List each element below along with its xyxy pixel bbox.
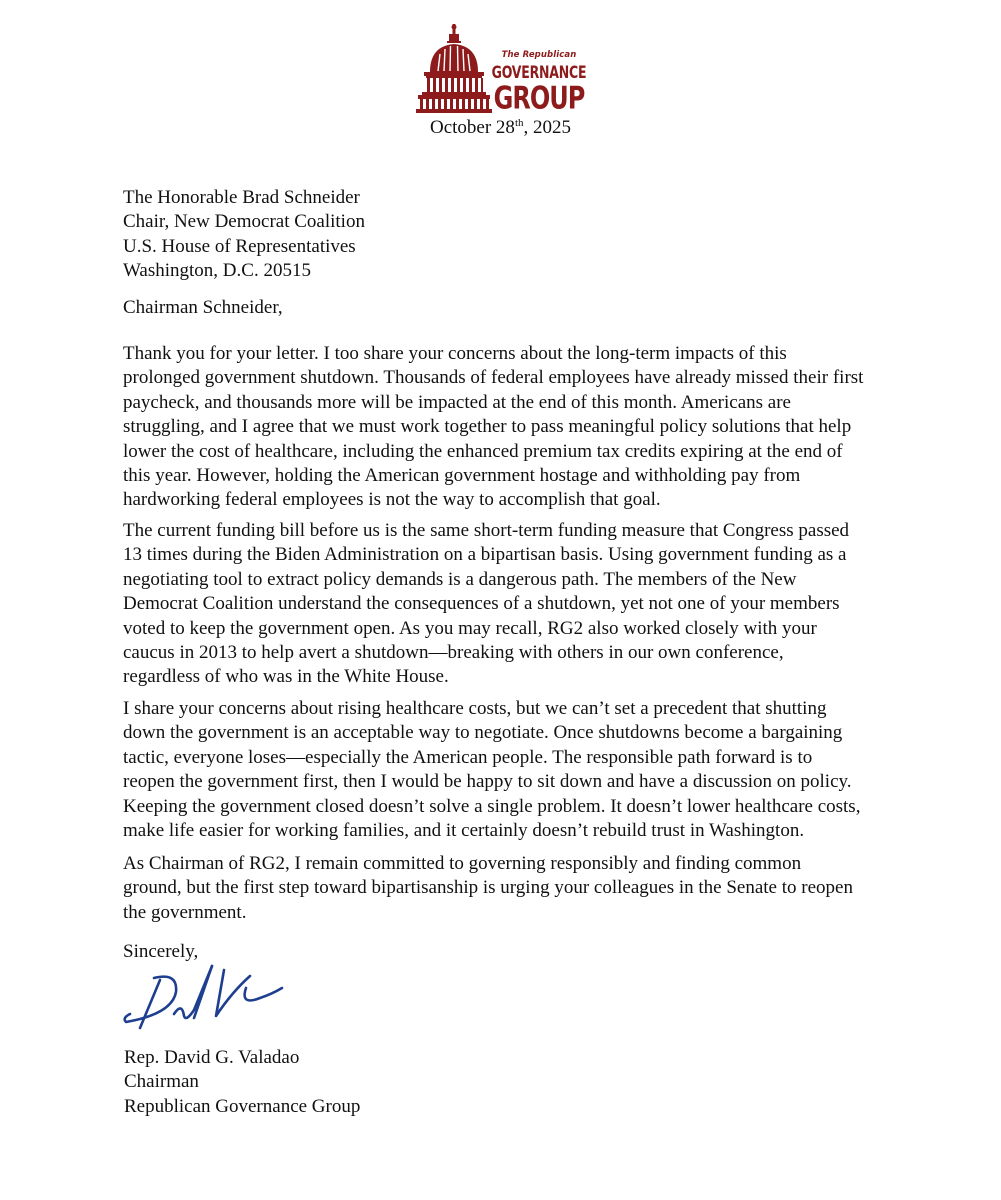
paragraph-4 xyxy=(123,852,903,925)
logo-group: GROUP xyxy=(493,80,585,117)
paragraph-line: Keeping the government closed doesn’t solve a single problem. It doesn’t lower healthcare costs, xyxy=(123,795,861,817)
paragraph-line: the government. xyxy=(123,901,247,923)
salutation xyxy=(123,296,903,320)
paragraph-line: struggling, and I agree that we must work together to pass meaningful policy solutions that help xyxy=(123,416,852,438)
signer-name: Rep. David G. Valadao xyxy=(124,1047,300,1068)
paragraph-3 xyxy=(123,697,903,843)
logo-tagline: The Republican xyxy=(501,50,577,60)
paragraph-line: make life easier for working families, and it certainly doesn’t rebuild trust in Washington. xyxy=(123,820,805,842)
paragraph-line: lower the cost of healthcare, including the enhanced premium tax credits expiring at the end of xyxy=(123,440,843,462)
paragraph-line: negotiating tool to extract policy demands is a dangerous path. The members of the New xyxy=(123,568,797,590)
paragraph-line: Democrat Coalition understand the consequences of a shutdown, yet not one of your members xyxy=(123,593,840,615)
paragraph-line: ground, but the first step toward bipartisanship is urging your colleagues in the Senate to reopen xyxy=(123,877,853,899)
paragraph-line: down the government is an acceptable way to negotiate. Once shutdowns become a bargaining xyxy=(123,722,843,744)
paragraph-line: prolonged government shutdown. Thousands of federal employees have already missed their first xyxy=(123,367,864,389)
date-prefix: October 28 xyxy=(429,117,515,138)
paragraph-line: this year. However, holding the American government hostage and withholding pay from xyxy=(123,465,801,487)
logo-governance: GOVERNANCE xyxy=(491,62,587,83)
paragraph-line: reopen the government first, then I would be happy to sit down and have a discussion on policy. xyxy=(123,771,852,793)
paragraph-1 xyxy=(123,342,903,513)
date-year: , 2025 xyxy=(523,117,571,138)
paragraph-line: 13 times during the Biden Administration on a bipartisan basis. Using government funding as a xyxy=(123,544,847,566)
rgg-logo xyxy=(414,22,590,118)
paragraph-line: paycheck, and thousands more will be impacted at the end of this month. Americans are xyxy=(123,391,791,413)
recipient-address xyxy=(123,186,903,284)
recipient-line: Washington, D.C. 20515 xyxy=(123,260,311,282)
letter-date xyxy=(0,116,1001,140)
recipient-line: U.S. House of Representatives xyxy=(123,235,356,257)
recipient-line: Chair, New Democrat Coalition xyxy=(123,211,365,233)
capitol-dome-icon xyxy=(416,24,492,114)
signer-organization: Republican Governance Group xyxy=(124,1095,361,1117)
handwritten-signature xyxy=(120,958,290,1040)
recipient-line: The Honorable Brad Schneider xyxy=(123,187,360,208)
signer-title: Chairman xyxy=(124,1071,199,1093)
date-ordinal: th xyxy=(514,117,524,129)
paragraph-line: caucus in 2013 to help avert a shutdown—breaking with others in our own conference, xyxy=(123,642,784,664)
signer-block xyxy=(124,1046,904,1119)
salutation-text: Chairman Schneider, xyxy=(123,297,283,318)
closing-text: Sincerely, xyxy=(123,941,199,962)
paragraph-line: voted to keep the government open. As you may recall, RG2 also worked closely with your xyxy=(123,617,817,639)
paragraph-line: The current funding bill before us is the same short-term funding measure that Congress passed xyxy=(123,520,850,541)
paragraph-line: tactic, everyone loses—especially the American people. The responsible path forward is to xyxy=(123,746,813,768)
paragraph-line: Thank you for your letter. I too share your concerns about the long-term impacts of this xyxy=(123,343,787,364)
paragraph-2 xyxy=(123,519,903,690)
paragraph-line: hardworking federal employees is not the way to accomplish that goal. xyxy=(123,489,661,511)
paragraph-line: As Chairman of RG2, I remain committed to governing responsibly and finding common xyxy=(123,853,802,874)
paragraph-line: I share your concerns about rising healthcare costs, but we can’t set a precedent that shutting xyxy=(123,698,827,719)
paragraph-line: regardless of who was in the White House. xyxy=(123,666,449,688)
